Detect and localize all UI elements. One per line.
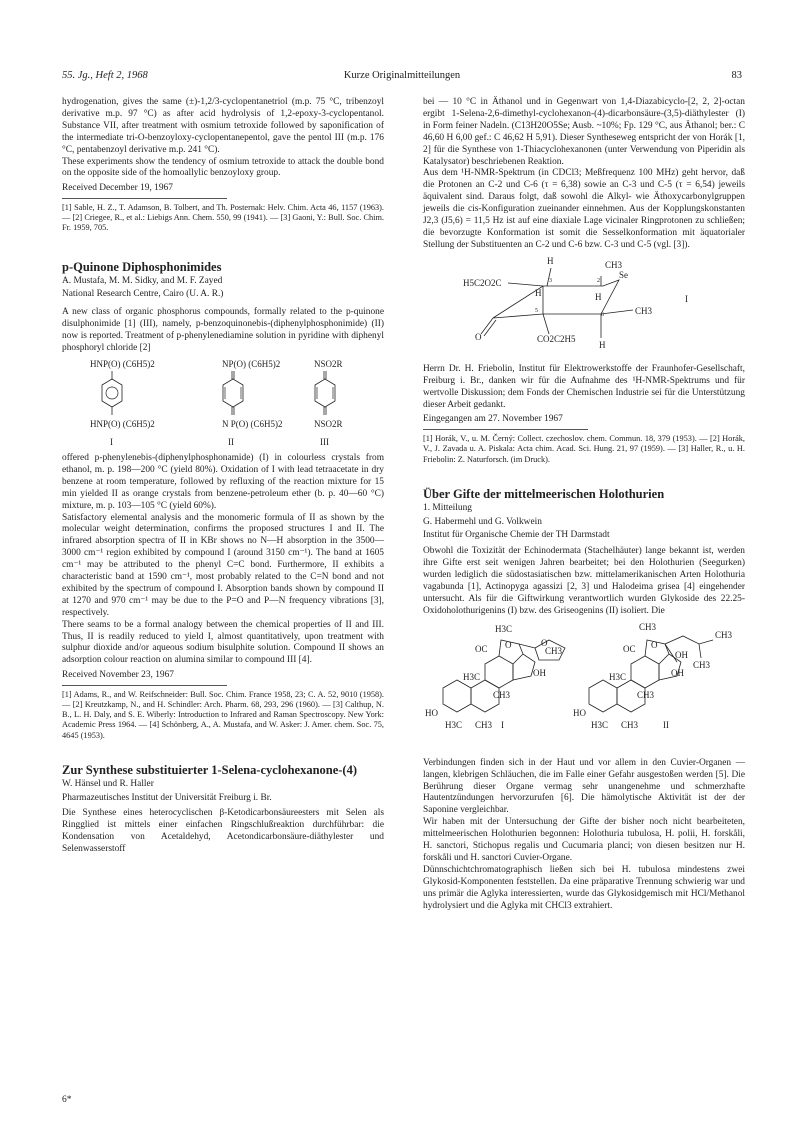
svg-text:O: O	[651, 639, 658, 650]
svg-text:6: 6	[601, 311, 604, 318]
subtitle: 1. Mitteilung	[423, 502, 472, 513]
svg-text:CH3: CH3	[637, 689, 655, 700]
svg-text:HO: HO	[425, 707, 438, 718]
paragraph: There seams to be a formal analogy between the chemical properties of II and III. Thus, II is readily reduced to yield I, almost quantitatively, upon treatment with sulphur dioxide and/or aqueous sodium bisulphite solution. Compound II shows an adsorption colour reaction on alumina similar to compound III [4].	[62, 619, 384, 666]
svg-text:3: 3	[549, 277, 552, 284]
compound-label: I	[110, 436, 113, 447]
selenacyclohexanone-structure	[423, 252, 745, 364]
article-title: Über Gifte der mittelmeerischen Holothurien	[423, 486, 665, 501]
svg-text:OH: OH	[675, 649, 688, 660]
svg-text:CH3: CH3	[605, 259, 623, 270]
svg-text:OC: OC	[475, 643, 488, 654]
institution: Pharmazeutisches Institut der Universität Freiburg i. Br.	[62, 792, 272, 803]
struct-label: HNP(O) (C6H5)2	[90, 418, 155, 429]
right-column	[423, 97, 745, 913]
paragraph: Verbindungen finden sich in der Haut und vor allem in den Cuvier-Organen — langen, klebrigen Schläuchen, die im Falle einer Gefahr ausgestoßen werden [5]. Die Berührung dieser Organe vermag sehr unangenehme und schmerzhafte Hautentzündungen hervorzurufen [6]. Die hämolytische Aktivität ist der der Saponine vergleichbar.	[423, 757, 745, 816]
svg-text:O: O	[475, 331, 482, 342]
svg-text:CH3: CH3	[545, 645, 563, 656]
svg-text:HO: HO	[573, 707, 586, 718]
article-title: Zur Synthese substituierter 1-Selena-cyclohexanone-(4)	[62, 762, 358, 777]
separator	[423, 429, 588, 430]
paragraph: These experiments show the tendency of osmium tetroxide to attack the double bond on the opposite side of the homoallylic benzoyloxy group.	[62, 156, 384, 179]
svg-text:OH: OH	[671, 667, 684, 678]
authors: A. Mustafa, M. M. Sidky, and M. F. Zayed	[62, 275, 223, 286]
svg-text:H: H	[595, 291, 602, 302]
svg-text:I: I	[685, 293, 688, 304]
received-date: Received December 19, 1967	[62, 183, 173, 194]
institution: Institut für Organische Chemie der TH Darmstadt	[423, 530, 610, 541]
svg-text:CH3: CH3	[493, 689, 511, 700]
svg-text:2: 2	[597, 277, 600, 284]
paragraph: bei — 10 °C in Äthanol und in Gegenwart von 1,4-Diazabicyclo-[2, 2, 2]-octan ergibt 1-Selena-2,6-dimethyl-cyclohexanon-(4)-dicarbonsäure-(3,5)-diäthylester (I) in Form feiner Nadeln. (C13H20O5Se; Ausb. ~10%; Fp. 129 °C, aus Äthanol; ber.: C 46,60 H 6,00 gef.: C 46,62 H 5,91). Dieser Syntheseweg entspricht der von Horák [1, 2] für die Synthese von 1-Thiacyclohexanonen (unter Verwendung von Piperidin als Katalysator) beschriebenen Reaktion.	[423, 97, 745, 167]
svg-text:H3C: H3C	[609, 671, 627, 682]
paragraph: Dünnschichtchromatographisch ließen sich bei H. tubulosa mindestens zwei Glykosid-Komponenten feststellen. Da eine präparative Trennung schwierig war und uns primär die Aglyka interessierten, wurde das Glykosidgemisch mit HCl/Methanol hydrolysiert und die Aglyka mit CHCl3 extrahiert.	[423, 864, 745, 911]
svg-text:O: O	[541, 637, 548, 648]
references: [1] Adams, R., and W. Reifschneider: Bull. Soc. Chim. France 1958, 23; C. A. 52, 9010 (1958). — [2] Kreutzkamp, N., and H. Schindler: Arch. Pharm. 68, 293, 296 (1960). — [3] Calthup, N. B., L. H. Daly, and S. E. Wiberly: Introduction to Infrared and Raman Spectroscopy. New York: Academic Press 1964. — [4] Schönberg, A., A. Mustafa, and W. Asker: J. Amer. chem. Soc. 75, 4645 (1953).	[62, 690, 384, 740]
svg-text:H3C: H3C	[591, 719, 609, 730]
compound-label: II	[228, 436, 234, 447]
svg-text:CO2C2H5: CO2C2H5	[537, 333, 576, 344]
svg-text:H: H	[535, 287, 542, 298]
holothurigenin-structures-figure	[423, 618, 745, 758]
svg-text:OH: OH	[533, 667, 546, 678]
svg-text:O: O	[505, 639, 512, 650]
struct-label: NSO2R	[314, 358, 343, 369]
svg-text:CH3: CH3	[693, 659, 711, 670]
svg-text:H3C: H3C	[445, 719, 463, 730]
svg-text:H: H	[599, 339, 606, 350]
left-column	[62, 97, 384, 856]
paragraph: Wir haben mit der Untersuchung der Gifte der bisher noch nicht bearbeiteten, mittelmeerischen Holothurien begonnen: Holothuria tubulosa, H. polii, H. forskåli, H. sanctori, Stichopus regalis und Cucumaria planci; von diesen besitzen nur H. forskåli und H. sanctori Cuvier-Organe.	[423, 817, 745, 863]
paragraph: Obwohl die Toxizität der Echinodermata (Stachelhäuter) lange bekannt ist, werden ihre Gifte erst seit wenigen Jahren bearbeitet; bei den Holothurien (Seegurken) wurden lediglich die südostasiatischen bzw. mittelamerikanischen Arten Holothuria vagabunda [1], Actinopyga agassizi [2, 3] und Halodeima grisea [4] eingehender untersucht. Als für die Giftwirkung verantwortlich wurden Glykoside des 22.25-Oxidoholothurigenins (I) bzw. des Griseogenins (II) isoliert. Die	[423, 546, 745, 616]
separator	[62, 198, 227, 199]
section-title: Kurze Originalmitteilungen	[343, 70, 461, 81]
svg-text:H3C: H3C	[495, 623, 513, 634]
struct-label: NP(O) (C6H5)2	[222, 358, 281, 369]
paragraph: Satisfactory elemental analysis and the monomeric formula of II as shown by the molecular weight determination, confirms the proposed structures I and II. The infrared absorption spectra of II in KBr shows no N—H absorption in the 3500—3000 cm⁻¹ region exhibited by compound I (around 3150 cm⁻¹). The band at 1605 cm⁻¹ may be attributed to the phenyl C=C bond. Furthermore, II exhibits a characteristic band at 1590 cm⁻¹, most probably related to the C=N bond and not exhibited by the spectrum of compound I. Absorption bands shown by compound II at 1270 and 970 cm⁻¹ may be due to the P=O and P—N frequency vibrations [3], respectively.	[62, 512, 384, 618]
compound-label: III	[320, 436, 329, 447]
journal-issue: 55. Jg., Heft 2, 1968	[62, 70, 148, 81]
svg-text:H5C2O2C: H5C2O2C	[463, 277, 502, 288]
institution: National Research Centre, Cairo (U. A. R.)	[62, 289, 224, 300]
svg-text:I: I	[501, 719, 504, 730]
paragraph: Aus dem ¹H-NMR-Spektrum (in CDCl3; Meßfrequenz 100 MHz) geht hervor, daß die Protonen an C-2 und C-6 (τ = 6,38) sowie an C-3 und C-5 (τ = 6,54) jeweils äquivalent sind. Daraus folgt, daß sowohl die Alkyl- wie Äthoxycarbonylgruppen jeweils die cis-Konfiguration zueinander einnehmen. Aus der Kopplungskonstanten J2,3 (J5,6) = 11,5 Hz ist auf eine diaxiale Lage vicinaler Ringprotonen zu schließen; die bevorzugte Konformation ist somit die Sesselkonformation mit äquatorialer Stellung der Substituenten an C-2 und C-6 bzw. C-3 und C-5 (vgl. [3]).	[423, 168, 745, 250]
svg-text:H3C: H3C	[463, 671, 481, 682]
paragraph: Die Synthese eines heterocyclischen β-Ketodicarbonsäureesters mit Selen als Ringglied ist mittels einer einfachen Ringschlußreaktion durchführbar: die Kondensation von Acetaldehyd, Acetondicarbonsäure-diäthylester und Selenwasserstoff	[62, 808, 384, 855]
svg-text:II: II	[663, 719, 669, 730]
article-title: p-Quinone Diphosphonimides	[62, 259, 222, 274]
signature-mark: 6*	[62, 1095, 72, 1105]
received-date: Eingegangen am 27. November 1967	[423, 414, 563, 425]
struct-label: NSO2R	[314, 418, 343, 429]
svg-text:CH3: CH3	[621, 719, 639, 730]
paragraph: hydrogenation, gives the same (±)-1,2/3-cyclopentanetriol (m.p. 75 °C, tribenzoyl derivative m.p. 97 °C) as after acid hydrolysis of 1,2-epoxy-3-cyclopentanol. Substance VII, after treatment with osmium tetroxide followed by saponification of the intermediate tri-O-benzoyloxy-cyclopentanepentol, gave the pentol III (m.p. 176 °C, pentabenzoyl derivative m.p. 241 °C).	[62, 97, 384, 155]
running-header	[62, 70, 742, 86]
svg-text:H: H	[547, 255, 554, 266]
authors: G. Habermehl und G. Volkwein	[423, 516, 542, 527]
svg-text:OC: OC	[623, 643, 636, 654]
paragraph: A new class of organic phosphorus compounds, formally related to the p-quinone disulphonimide [1] (III), namely, p-benzoquinonebis-(diphenylphosphonimide) (II) now is reported. Treatment of p-phenylenediamine solution in pyridine with diphenyl phosphoryl chloride [2]	[62, 307, 384, 354]
separator	[62, 685, 227, 686]
svg-text:CH3: CH3	[635, 305, 653, 316]
references: [1] Horák, V., u. M. Černý: Collect. czechoslov. chem. Commun. 18, 379 (1953). — [2] Horák, V., J. Zavada u. A. Piskala: Acta chim. Acad. Sci. Hung. 21, 97 (1959). — [3] Haller, R., u. H. Friebolin: Z. Naturforsch. (im Druck).	[423, 434, 745, 464]
svg-text:CH3: CH3	[639, 621, 657, 632]
quinone-structures-figure	[62, 355, 384, 453]
svg-text:CH3: CH3	[715, 629, 733, 640]
references: [1] Sable, H. Z., T. Adamson, B. Tolbert, and Th. Posternak: Helv. Chim. Acta 46, 1157 (1963). — [2] Criegee, R., et al.: Liebigs Ann. Chem. 550, 99 (1941). — [3] Gaoni, Y.: Bull. Soc. Chim. Fr. 1959, 705.	[62, 203, 384, 233]
received-date: Received November 23, 1967	[62, 670, 174, 681]
svg-text:CH3: CH3	[475, 719, 493, 730]
paragraph: Herrn Dr. H. Friebolin, Institut für Elektrowerkstoffe der Fraunhofer-Gesellschaft, Freiburg i. Br., danken wir für die Aufnahme des ¹H-NMR-Spektrums und für wertvolle Diskussion; dem Fonds der Chemischen Industrie sei für die Unterstützung dieser Arbeit gedankt.	[423, 363, 745, 410]
page-number: 83	[731, 70, 742, 81]
struct-label: HNP(O) (C6H5)2	[90, 358, 155, 369]
svg-text:5: 5	[535, 307, 538, 314]
paragraph: offered p-phenylenebis-(diphenylphosphonamide) (I) in colourless crystals from ethanol, m. p. 198—200 °C (yield 80%). Oxidation of I with lead tetraacetate in dry benzene at room temperature, followed by refluxing of the reaction mixture for 15 min yielded II as orange crystals from benzene-petroleum ether (b. p. 40—60 °C) mixture, m. p. 103—105 °C (yield 60%).	[62, 452, 384, 511]
authors: W. Hänsel und R. Haller	[62, 778, 154, 789]
svg-text:Se: Se	[619, 269, 628, 280]
struct-label: N P(O) (C6H5)2	[222, 418, 283, 429]
